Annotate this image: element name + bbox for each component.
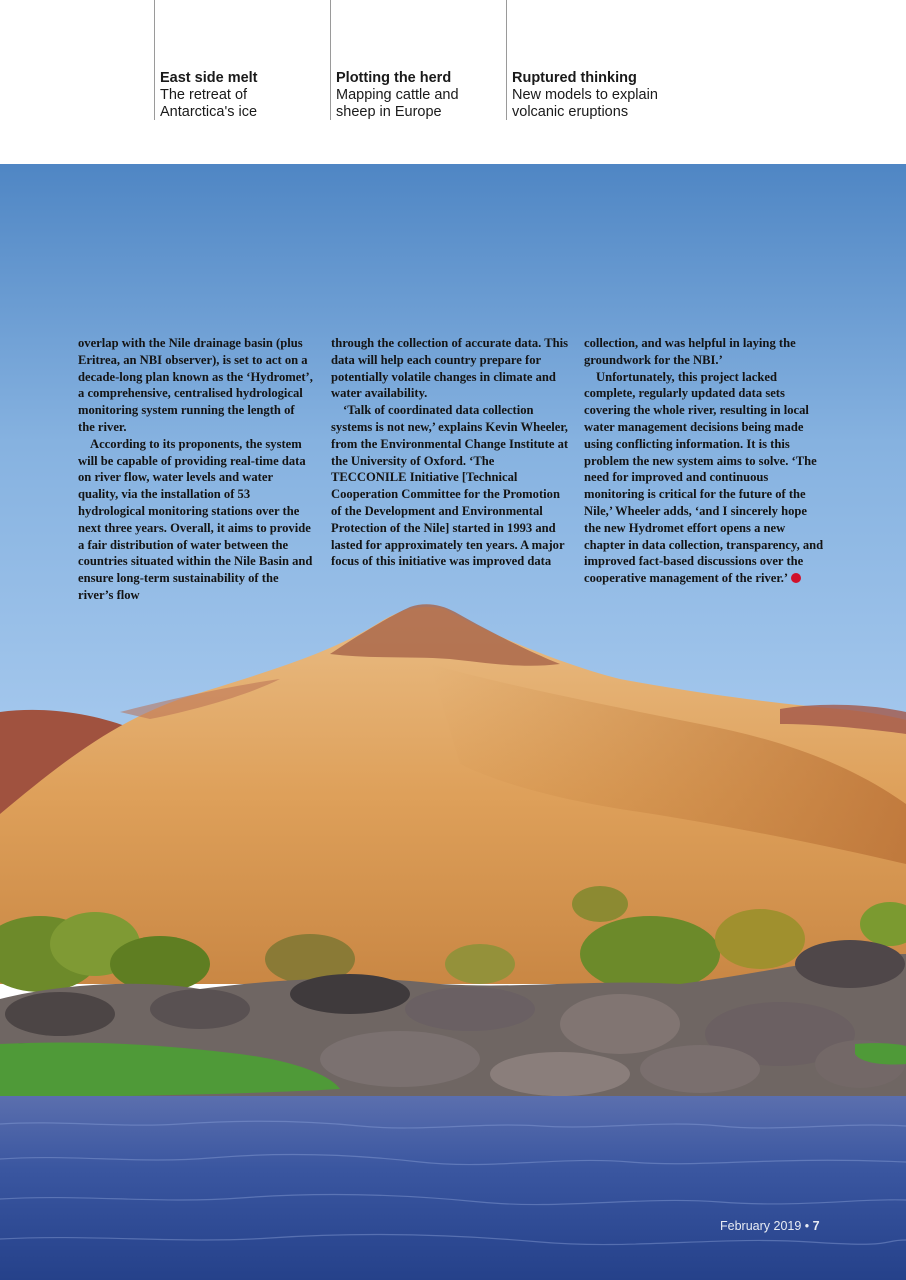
teaser-subtitle bbox=[512, 87, 682, 121]
page-number: 7 bbox=[812, 1219, 820, 1233]
end-of-article-dot-icon bbox=[791, 573, 801, 583]
teaser-subtitle-line: Mapping cattle and bbox=[336, 87, 459, 103]
article-column-1 bbox=[78, 335, 314, 604]
teaser-plotting-the-herd[interactable] bbox=[330, 0, 500, 120]
teaser-subtitle-line: The retreat of bbox=[160, 87, 248, 103]
paragraph: through the collection of accurate data. This data will help each country prepare for potentially volatile changes in climate and water availability. bbox=[331, 336, 569, 401]
paragraph bbox=[584, 369, 824, 587]
river-water bbox=[0, 1096, 906, 1280]
background-photo bbox=[0, 164, 906, 1280]
paragraph: overlap with the Nile drainage basin (plus Eritrea, an NBI observer), is set to act on a decade-long plan known as the ‘Hydromet’, a comprehensive, centralised hydrological monitoring system running the length of the river. bbox=[78, 336, 313, 434]
folio-separator: • bbox=[804, 1219, 810, 1233]
paragraph: ‘Talk of coordinated data collection systems is not new,’ explains Kevin Wheeler, from the Environmental Change Institute at the University of Oxford. ‘The TECCONILE Initiative [Technical Cooperation Committee for the Promotion of the Development and Environmental Protection of the Nile] started in 1993 and lasted for approximately ten years. A major focus of this initiative was improved data bbox=[331, 403, 569, 569]
teaser-title: Ruptured thinking bbox=[512, 70, 637, 86]
paragraph: According to its proponents, the system will be capable of providing real-time data on river flow, water levels and water quality, via the installation of 53 hydrological monitoring stations over the next three years. Overall, it aims to provide a fair distribution of water between the countries situated within the Nile Basin and ensure long-term sustainability of the river’s flow bbox=[78, 436, 313, 602]
teaser-subtitle-line: sheep in Europe bbox=[336, 104, 442, 120]
teaser-subtitle-line: New models to explain bbox=[512, 87, 658, 103]
paragraph-text: Unfortunately, this project lacked complete, regularly updated data sets covering the whole river, resulting in local water management decisions being made using conflicting information. It is this problem the new system aims to solve. ‘The need for improved and continuous monitoring is critical for the future of the Nile,’ Wheeler adds, ‘and I sincerely hope the new Hydromet effort opens a new chapter in data collection, transparency, and improved fact-based discussions over the cooperative management of the river.’ bbox=[584, 369, 824, 586]
teaser-subtitle bbox=[336, 87, 506, 121]
teaser-strip bbox=[0, 0, 906, 164]
teaser-title: Plotting the herd bbox=[336, 70, 452, 86]
teaser-east-side-melt[interactable] bbox=[154, 0, 324, 120]
teaser-ruptured-thinking[interactable] bbox=[506, 0, 686, 120]
article-column-2 bbox=[331, 335, 571, 570]
article-column-3 bbox=[584, 335, 824, 587]
teaser-subtitle bbox=[160, 87, 330, 121]
teaser-title: East side melt bbox=[160, 70, 258, 86]
folio-date: February 2019 bbox=[720, 1219, 802, 1233]
teaser-subtitle-line: Antarctica's ice bbox=[160, 104, 258, 120]
page-folio bbox=[720, 1219, 820, 1233]
teaser-subtitle-line: volcanic eruptions bbox=[512, 104, 629, 120]
desert-nile-illustration bbox=[0, 164, 906, 1280]
paragraph: collection, and was helpful in laying the groundwork for the NBI.’ bbox=[584, 336, 796, 367]
